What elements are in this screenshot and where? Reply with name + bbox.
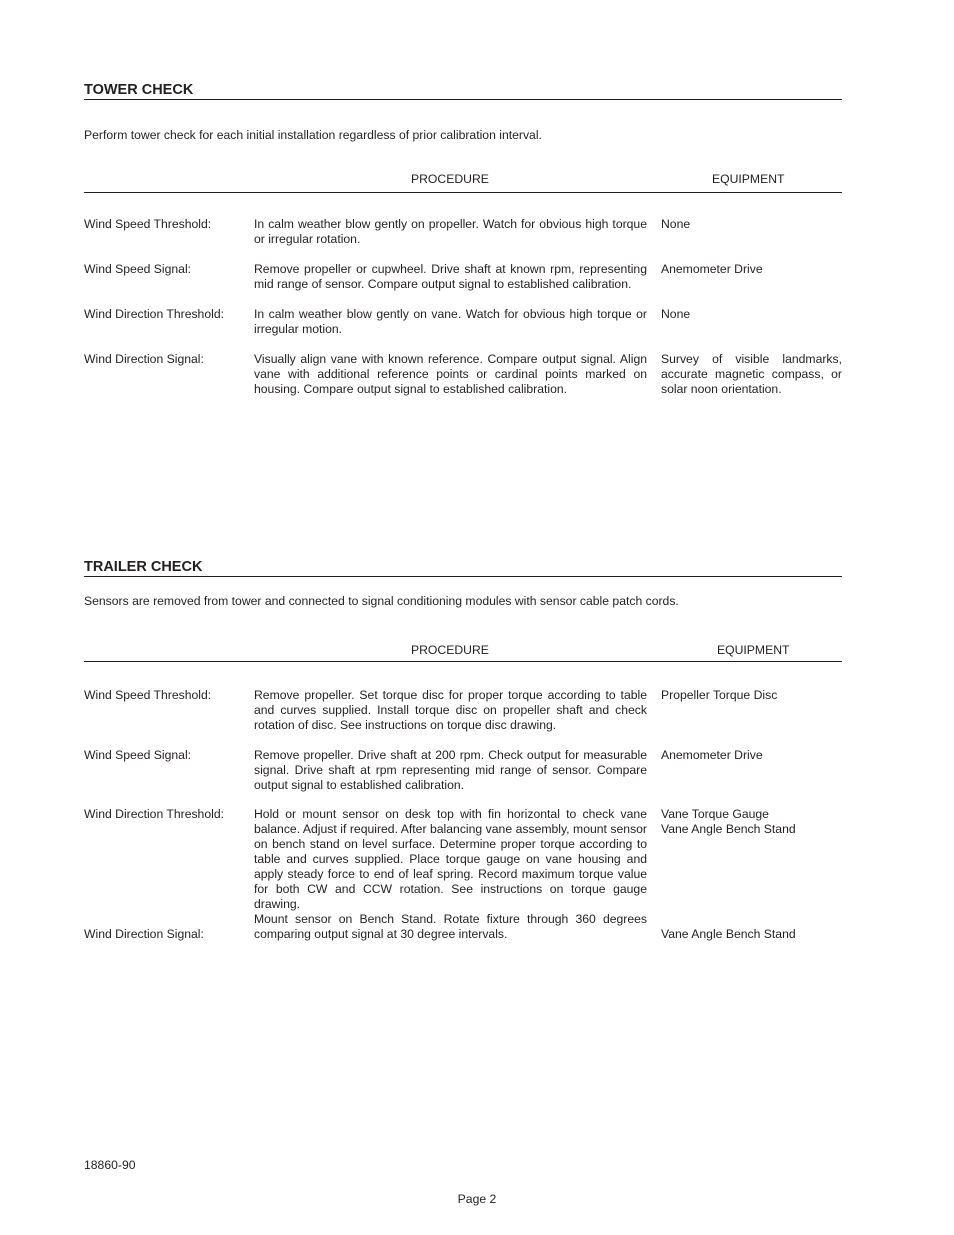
trailer-row-equipment: Propeller Torque Disc [661, 688, 778, 702]
tower-row-label: Wind Speed Signal: [84, 262, 192, 276]
tower-row-label: Wind Speed Threshold: [84, 217, 212, 231]
tower-row-procedure: In calm weather blow gently on propeller. Watch for obvious high torque or irregular rotation. [254, 217, 647, 246]
trailer-row-equipment: Anemometer Drive [661, 748, 763, 762]
trailer-heading-rule [84, 576, 842, 577]
tower-heading-rule [84, 99, 842, 100]
trailer-equipment-item: Vane Angle Bench Stand [661, 822, 796, 836]
trailer-row-procedure: Remove propeller. Drive shaft at 200 rpm. Check output for measurable signal. Drive shaft at rpm representing mid range of sensor. Compare output signal to established calibration. [254, 748, 647, 792]
trailer-check-heading: TRAILER CHECK [84, 559, 203, 575]
tower-row-procedure: In calm weather blow gently on vane. Watch for obvious high torque or irregular motion. [254, 307, 647, 336]
page-number: Page 2 [457, 1192, 497, 1206]
document-number: 18860-90 [84, 1158, 136, 1172]
tower-row-procedure: Remove propeller or cupwheel. Drive shaft at known rpm, representing mid range of sensor. Compare output signal to established calibration. [254, 262, 647, 291]
trailer-row-label: Wind Direction Signal: [84, 927, 204, 941]
tower-row-equipment: Survey of visible landmarks, accurate magnetic compass, or solar noon orientation. [661, 352, 842, 396]
tower-table-rule [84, 192, 842, 193]
tower-row-equipment: None [661, 217, 691, 231]
tower-row-label: Wind Direction Signal: [84, 352, 204, 366]
tower-row-label: Wind Direction Threshold: [84, 307, 224, 321]
tower-procedure-header: PROCEDURE [411, 172, 489, 186]
tower-check-heading: TOWER CHECK [84, 82, 194, 98]
trailer-row-equipment [661, 807, 842, 837]
trailer-row-procedure: Mount sensor on Bench Stand. Rotate fixture through 360 degrees comparing output signal at 30 degree intervals. [254, 912, 647, 941]
tower-row-equipment: None [661, 307, 691, 321]
trailer-row-procedure: Hold or mount sensor on desk top with fin horizontal to check vane balance. Adjust if required. After balancing vane assembly, mount sensor on bench stand on level surface. Determine proper torque according to table and curves supplied. Place torque gauge on vane housing and apply steady force to end of leaf spring. Record maximum torque value for both CW and CCW rotation. See instructions on torque gauge drawing. [254, 807, 647, 911]
trailer-row-label: Wind Speed Signal: [84, 748, 192, 762]
trailer-intro: Sensors are removed from tower and connected to signal conditioning modules with sensor cable patch cords. [84, 594, 679, 608]
tower-equipment-header: EQUIPMENT [712, 172, 785, 186]
trailer-row-procedure: Remove propeller. Set torque disc for proper torque according to table and curves supplied. Install torque disc on propeller shaft and check rotation of disc. See instructions on torque disc drawing. [254, 688, 647, 732]
trailer-row-label: Wind Direction Threshold: [84, 807, 224, 821]
trailer-row-label: Wind Speed Threshold: [84, 688, 212, 702]
trailer-equipment-item: Vane Torque Gauge [661, 807, 769, 821]
tower-intro: Perform tower check for each initial installation regardless of prior calibration interval. [84, 128, 542, 142]
trailer-row-equipment: Vane Angle Bench Stand [661, 927, 796, 941]
tower-row-equipment: Anemometer Drive [661, 262, 763, 276]
trailer-procedure-header: PROCEDURE [411, 643, 489, 657]
tower-row-procedure: Visually align vane with known reference. Compare output signal. Align vane with additional reference points or cardinal points marked on housing. Compare output signal to established calibration. [254, 352, 647, 396]
trailer-table-rule [84, 661, 842, 662]
trailer-equipment-header: EQUIPMENT [717, 643, 790, 657]
